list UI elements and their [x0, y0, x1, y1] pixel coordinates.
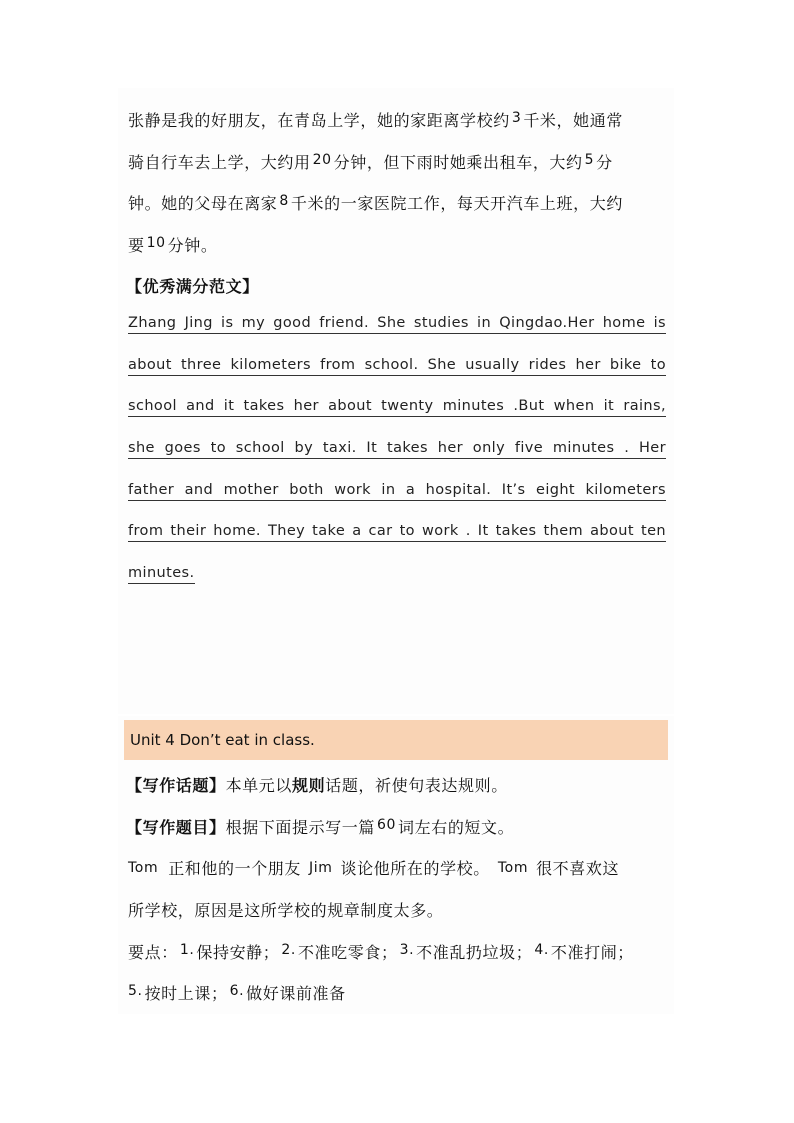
name: Jim [309, 860, 333, 876]
text: 词左右的短文。 [398, 818, 515, 837]
text: 本单元以 [225, 776, 293, 795]
summary-line-3 [128, 191, 668, 214]
point-text: 不准乱扔垃圾； [416, 943, 533, 962]
point-text: 按时上课； [144, 984, 228, 1003]
topic-label: 【写作话题】 [126, 776, 226, 795]
prompt-line-2: 所学校，原因是这所学校的规章制度太多。 [128, 901, 444, 920]
text: 千米，她通常 [523, 111, 623, 130]
text: 张静是我的好朋友，在青岛上学，她的家距离学校约 [128, 111, 510, 130]
points-label: 要点： [128, 943, 178, 962]
point-text: 不准打闹； [550, 943, 634, 962]
point-text: 做好课前准备 [246, 984, 346, 1003]
text: 钟。她的父母在离家 [128, 194, 278, 213]
summary-line-2 [128, 150, 668, 173]
text: 话题，祈使句表达规则。 [325, 776, 508, 795]
writing-topic-line [126, 773, 666, 796]
points-line-1 [128, 940, 668, 963]
point-number: 2. [281, 942, 296, 958]
name: Tom [128, 860, 159, 876]
essay-line: she goes to school by taxi. It takes her only five minutes . Her [128, 440, 666, 459]
essay-line: father and mother both work in a hospital. It’s eight kilometers [128, 482, 666, 501]
essay-line: about three kilometers from school. She usually rides her bike to [128, 357, 666, 376]
essay-line: from their home. They take a car to work . It takes them about ten [128, 523, 666, 542]
essay-line: minutes. [128, 565, 195, 584]
topic-keyword: 规则 [292, 776, 326, 795]
number: 60 [377, 817, 397, 833]
point-number: 4. [534, 942, 549, 958]
point-number: 3. [399, 942, 415, 958]
text: 根据下面提示写一篇 [225, 818, 376, 837]
task-label: 【写作题目】 [126, 818, 226, 837]
text: 分钟。 [167, 236, 218, 255]
writing-task-line [126, 815, 666, 838]
number: 10 [146, 235, 166, 251]
text: 千米的一家医院工作，每天开汽车上班，大约 [290, 194, 623, 213]
text: 谈论他所在的学校。 [340, 859, 490, 878]
number: 5 [584, 152, 595, 168]
summary-line-1 [128, 108, 668, 131]
name: Tom [497, 860, 529, 876]
unit-title: Unit 4 Don’t eat in class. [130, 731, 315, 749]
number: 8 [279, 193, 289, 209]
essay-heading: 【优秀满分范文】 [126, 277, 259, 296]
point-number: 5. [128, 983, 143, 999]
point-text: 保持安静； [196, 943, 280, 962]
point-number: 1. [179, 942, 195, 958]
essay-line: school and it takes her about twenty minutes .But when it rains, [128, 398, 666, 417]
point-text: 不准吃零食； [297, 943, 398, 962]
prompt-line-1 [128, 856, 668, 879]
points-line-2 [128, 981, 668, 1004]
text: 分 [596, 153, 613, 172]
text: 很不喜欢这 [536, 859, 620, 878]
text: 要 [128, 236, 145, 255]
text: 分钟，但下雨时她乘出租车，大约 [333, 153, 583, 172]
number: 3 [511, 110, 522, 126]
point-number: 6. [229, 983, 245, 999]
number: 20 [312, 152, 332, 168]
summary-line-4 [128, 233, 668, 256]
text: 骑自行车去上学，大约用 [128, 153, 311, 172]
text: 正和他的一个朋友 [168, 859, 301, 878]
essay-line: Zhang Jing is my good friend. She studies in Qingdao.Her home is [128, 315, 666, 334]
unit-title-bar [124, 720, 668, 760]
